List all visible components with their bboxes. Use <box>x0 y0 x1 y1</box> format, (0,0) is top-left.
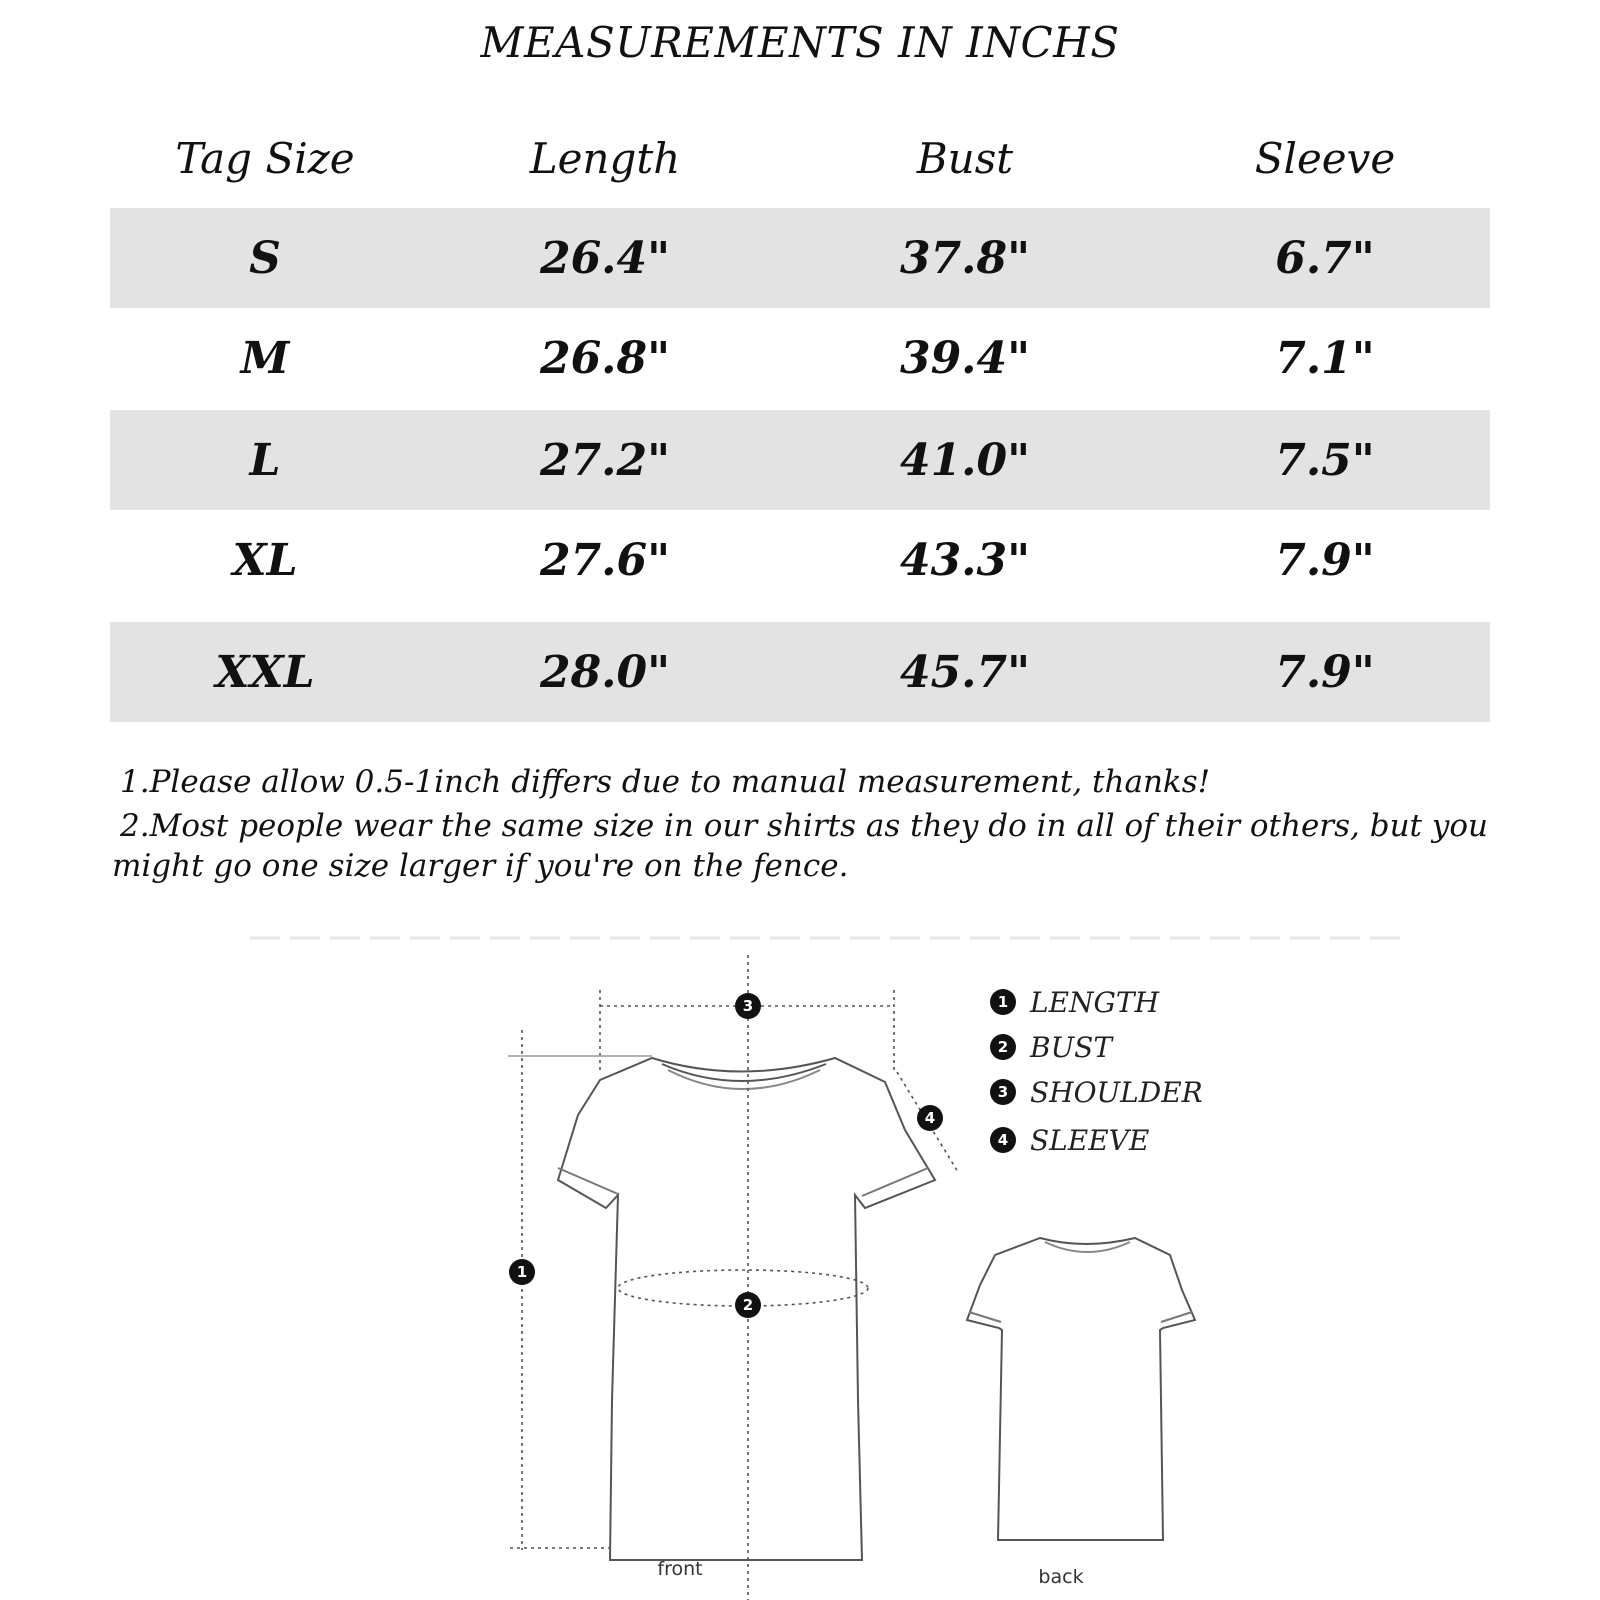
svg-text:2: 2 <box>742 1296 754 1314</box>
length-cell: 26.8" <box>539 332 671 384</box>
size-cell: L <box>249 434 281 486</box>
sleeve-cell: 6.7" <box>1275 232 1375 284</box>
badge-length-icon <box>509 1259 535 1285</box>
legend <box>990 986 1203 1157</box>
header-length: Length <box>529 133 681 183</box>
svg-text:2: 2 <box>997 1038 1009 1056</box>
sleeve-cell: 7.1" <box>1275 332 1375 384</box>
header-tag-size: Tag Size <box>175 133 355 183</box>
svg-text:BUST: BUST <box>1030 1031 1113 1064</box>
length-cell: 28.0" <box>539 646 671 698</box>
legend-item-bust <box>990 1031 1114 1064</box>
header-bust: Bust <box>916 133 1014 183</box>
bust-cell: 45.7" <box>899 646 1031 698</box>
badge-sleeve-icon <box>917 1105 943 1131</box>
length-cell: 27.2" <box>539 434 671 486</box>
measure-guides <box>508 955 958 1600</box>
badge-bust-icon <box>735 1292 761 1318</box>
length-cell: 26.4" <box>539 232 671 284</box>
sleeve-cell: 7.5" <box>1275 434 1375 486</box>
back-label: back <box>1038 1566 1084 1588</box>
svg-text:3: 3 <box>742 997 754 1015</box>
legend-item-length <box>990 986 1160 1019</box>
page-title: MEASUREMENTS IN INCHS <box>480 18 1120 67</box>
bust-cell: 39.4" <box>899 332 1031 384</box>
svg-text:SLEEVE: SLEEVE <box>1030 1124 1150 1157</box>
size-cell: XXL <box>215 646 315 698</box>
header-sleeve: Sleeve <box>1254 133 1396 183</box>
svg-text:4: 4 <box>924 1109 936 1127</box>
svg-text:4: 4 <box>997 1131 1009 1149</box>
sleeve-cell: 7.9" <box>1275 646 1375 698</box>
svg-text:SHOULDER: SHOULDER <box>1030 1076 1203 1109</box>
bust-cell: 43.3" <box>899 534 1031 586</box>
legend-item-shoulder <box>990 1076 1203 1109</box>
legend-item-sleeve <box>990 1124 1149 1157</box>
back-shirt-icon <box>967 1238 1195 1540</box>
length-cell: 27.6" <box>539 534 671 586</box>
badge-shoulder-icon <box>735 993 761 1019</box>
bust-cell: 37.8" <box>899 232 1031 284</box>
svg-text:1: 1 <box>997 993 1009 1011</box>
size-cell: M <box>240 332 290 384</box>
svg-text:LENGTH: LENGTH <box>1030 986 1159 1019</box>
svg-text:3: 3 <box>997 1083 1009 1101</box>
svg-text:1: 1 <box>516 1263 528 1281</box>
note-sizing-advice: 2.Most people wear the same size in our shirts as they do in all of their others, but you might go one size larger if you're on the fence. <box>112 808 1488 884</box>
size-cell: XL <box>232 534 298 586</box>
sleeve-cell: 7.9" <box>1275 534 1375 586</box>
bust-cell: 41.0" <box>899 434 1031 486</box>
note-measurement-tolerance: 1.Please allow 0.5-1inch differs due to manual measurement, thanks! <box>120 764 1211 800</box>
size-cell: S <box>249 232 281 284</box>
front-label: front <box>657 1558 703 1580</box>
